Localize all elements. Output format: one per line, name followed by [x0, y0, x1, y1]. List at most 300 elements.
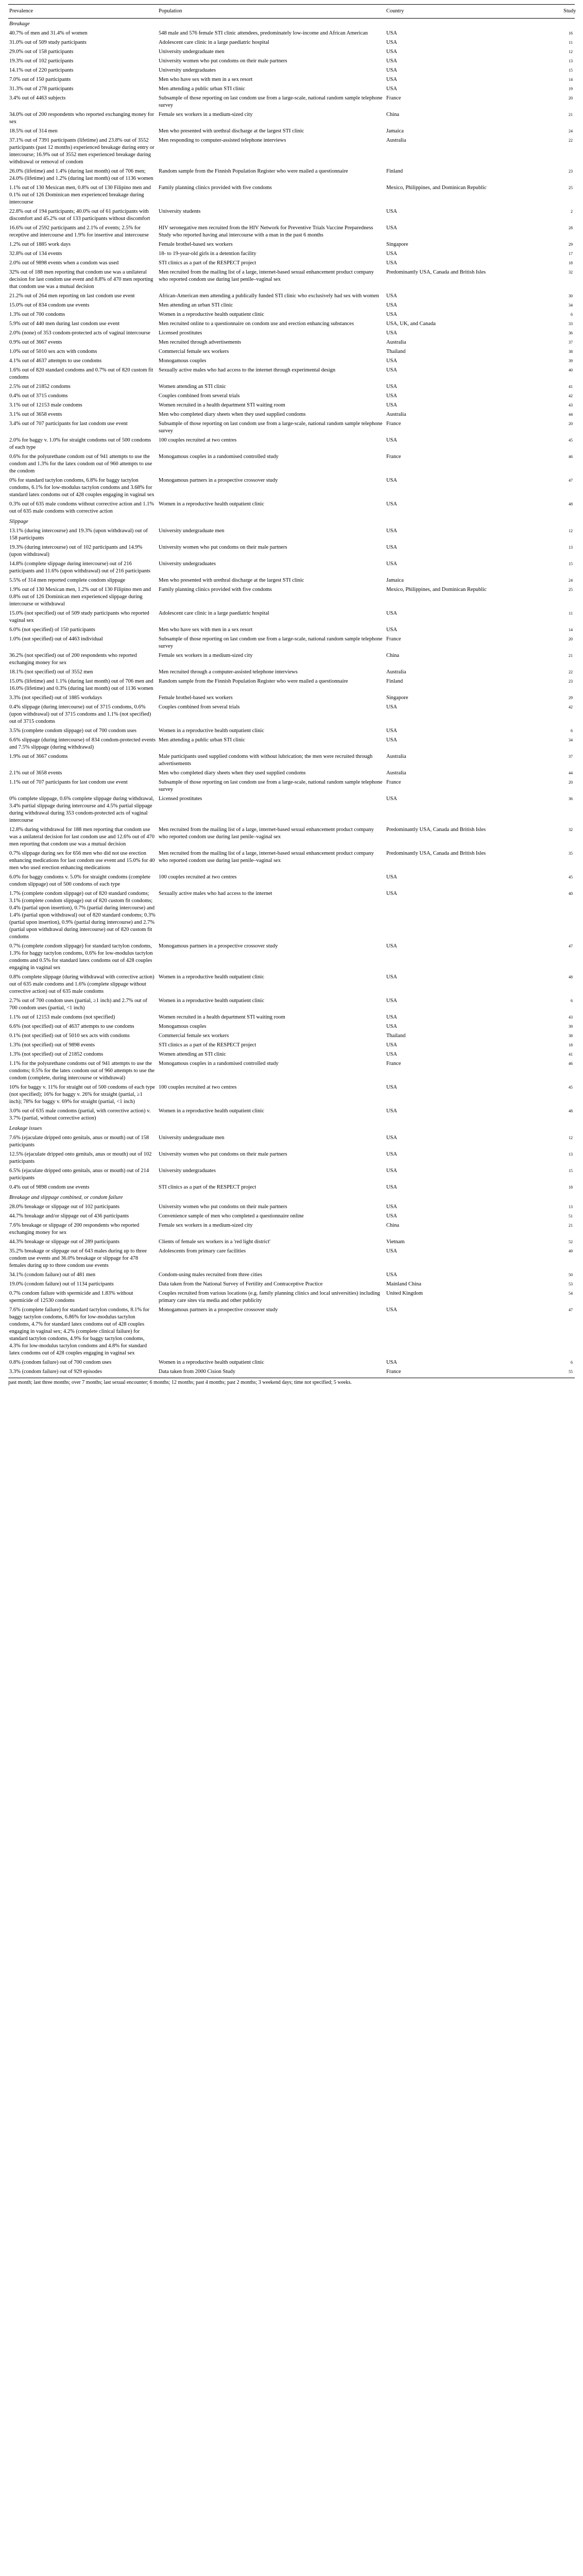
- cell-population: Adolescent care clinic in a large paediatric hospital: [159, 611, 269, 616]
- cell-population: Adolescents from primary care facilities: [159, 1248, 246, 1254]
- cell-population: Female sex workers in a medium-sized city: [159, 653, 253, 658]
- cell-country: USA: [386, 1184, 398, 1190]
- cell-population: Subsample of those reporting on last condom use from a large-scale, national random sample telephone survey: [159, 95, 383, 108]
- cell-study: 42: [569, 705, 573, 709]
- cell-country: Australia: [386, 770, 406, 776]
- cell-country: USA: [386, 77, 398, 82]
- cell-country: USA: [386, 302, 398, 308]
- table-row: [8, 635, 575, 651]
- cell-population: Adolescent care clinic in a large paediatric hospital: [159, 40, 269, 45]
- table-row: [8, 224, 575, 240]
- cell-population: STI clinics as a part of the RESPECT project: [159, 1184, 256, 1190]
- cell-prevalence: 3.3% (not specified) out of 1885 workdays: [9, 695, 102, 701]
- cell-country: USA: [386, 30, 398, 36]
- table-row: [8, 1022, 575, 1031]
- cell-population: University women who put condoms on their male partners: [159, 545, 287, 550]
- cell-country: Australia: [386, 340, 406, 345]
- cell-country: Jamaica: [386, 578, 404, 583]
- cell-prevalence: 6.6% slippage (during intercourse) of 834 condom-protected events and 7.5% slippage (during withdrawal): [9, 737, 156, 750]
- cell-country: USA: [386, 1024, 398, 1029]
- cell-prevalence: 1.1% out of 707 participants for last condom use event: [9, 779, 128, 785]
- cell-country: USA: [386, 1307, 398, 1313]
- cell-country: USA: [386, 312, 398, 317]
- table-row: [8, 268, 575, 292]
- cell-prevalence: 31.0% out of 509 study participants: [9, 40, 87, 45]
- cell-study: 46: [569, 1061, 573, 1066]
- cell-country: China: [386, 1223, 400, 1228]
- cell-prevalence: 0.8% (condom failure) out of 700 condom uses: [9, 1360, 112, 1365]
- cell-prevalence: 15.0% out of 834 condom use events: [9, 302, 90, 308]
- cell-study: 35: [569, 851, 573, 856]
- cell-population: Men recruited through a computer-assisted telephone interviews: [159, 669, 298, 675]
- table-row: [8, 527, 575, 543]
- cell-prevalence: 16.6% out of 2592 participants and 2.1% of events; 2.5% for receptive and intercourse and 1.9% for insertive anal intercourse: [9, 225, 149, 238]
- cell-population: Men recruited from the mailing list of a large, internet-based sexual enhancement product company who reported condom use during last penile–vaginal sex: [159, 851, 374, 863]
- cell-population: Monogamous couples in a randomised controlled study: [159, 1061, 279, 1066]
- table-row: [8, 94, 575, 110]
- table-row: [8, 543, 575, 560]
- cell-prevalence: 1.3% (not specified) out of 9898 events: [9, 1042, 95, 1048]
- page: [0, 4, 583, 2576]
- table-row: [8, 585, 575, 609]
- table-row: [8, 476, 575, 500]
- table-row: [8, 1166, 575, 1183]
- cell-population: Licensed prostitutes: [159, 796, 202, 802]
- cell-study: 6: [571, 728, 573, 733]
- cell-study: 14: [569, 77, 573, 82]
- table-row: [8, 693, 575, 703]
- cell-study: 38: [569, 349, 573, 354]
- table-row: [8, 1059, 575, 1083]
- cell-country: France: [386, 1061, 401, 1066]
- cell-study: 33: [569, 321, 573, 326]
- cell-prevalence: 3.0% out of 635 male condoms (partial, with corrective action) v. 3.7% (partial, without corrective action): [9, 1108, 151, 1121]
- cell-prevalence: 0.1% (not specified) out of 5010 sex acts with condoms: [9, 1033, 130, 1039]
- cell-population: Women attending an STI clinic: [159, 384, 226, 389]
- cell-population: 18- to 19-year-old girls in a detention facility: [159, 251, 256, 257]
- cell-study: 36: [569, 796, 573, 801]
- cell-country: USA: [386, 1151, 398, 1157]
- section-heading: Leakage issues: [9, 1126, 42, 1131]
- cell-population: Subsample of those reporting on last condom use from a large-scale, national random sample telephone survey: [159, 421, 383, 434]
- cell-population: Men who presented with urethral discharge at the largest STI clinic: [159, 128, 304, 134]
- cell-population: University undergraduates: [159, 561, 216, 567]
- cell-population: STI clinics as a part of the RESPECT project: [159, 260, 256, 266]
- table-row: [8, 47, 575, 57]
- cell-study: 23: [569, 679, 573, 684]
- cell-population: Women in a reproductive health outpatient clinic: [159, 501, 265, 507]
- cell-country: USA: [386, 1108, 398, 1114]
- cell-study: 45: [569, 438, 573, 443]
- cell-prevalence: 7.6% (ejaculate dripped onto genitals, anus or mouth) out of 158 participants: [9, 1135, 149, 1148]
- cell-population: 548 male and 576 female STI clinic attendees, predominately low-income and African American: [159, 30, 368, 36]
- cell-country: France: [386, 421, 401, 427]
- cell-study: 24: [569, 129, 573, 133]
- cell-population: University women who put condoms on their male partners: [159, 1151, 287, 1157]
- cell-population: Clients of female sex workers in a 'red light district': [159, 1239, 270, 1245]
- cell-prevalence: 3.4% out of 4463 subjects: [9, 95, 66, 101]
- section-heading-row: [8, 19, 575, 29]
- cell-country: USA: [386, 891, 398, 896]
- cell-country: Finland: [386, 679, 403, 684]
- cell-prevalence: 15.0% (not specified) out of 509 study participants who reported vaginal sex: [9, 611, 149, 623]
- table-row: [8, 347, 575, 357]
- cell-prevalence: 29.0% out of 158 participants: [9, 49, 74, 55]
- cell-population: Men attending a public urban STI clinic: [159, 737, 245, 743]
- cell-study: 17: [569, 251, 573, 256]
- cell-prevalence: 1.2% out of 1885 work days: [9, 242, 71, 247]
- table-row: [8, 401, 575, 410]
- cell-population: Couples recruited from various locations (e.g. family planning clinics and local universities) including primary care sites via media and other publicity: [159, 1291, 380, 1303]
- cell-study: 49: [569, 1249, 573, 1253]
- cell-study: 6: [571, 312, 573, 317]
- cell-population: Commercial female sex workers: [159, 349, 229, 354]
- table-row: [8, 778, 575, 794]
- cell-study: 12: [569, 1136, 573, 1140]
- cell-study: 47: [569, 1308, 573, 1312]
- cell-population: Men who completed diary sheets when they used supplied condoms: [159, 412, 306, 417]
- table-row: [8, 703, 575, 726]
- table-row: [8, 392, 575, 401]
- header-prevalence: Prevalence: [8, 5, 158, 19]
- cell-prevalence: 34.0% out of 200 respondents who reported exchanging money for sex: [9, 112, 155, 125]
- cell-population: University undergraduate men: [159, 1135, 225, 1141]
- cell-prevalence: 2.5% out of 21852 condoms: [9, 384, 71, 389]
- table-row: [8, 576, 575, 585]
- cell-population: Female brothel-based sex workers: [159, 242, 233, 247]
- table-row: [8, 942, 575, 973]
- cell-prevalence: 0% for standard tactylon condoms, 6.8% for baggy tactylon condoms, 6.1% for low-modulus tactylon condoms and 3.68% for standard latex condoms out of 428 couples engaging in vaginal sex: [9, 478, 155, 498]
- table-row: [8, 329, 575, 338]
- cell-prevalence: 0.6% for the polyurethane condom out of 941 attempts to use the condom and 1.3% for the latex condom out of 960 attempts to use the condom: [9, 454, 152, 474]
- cell-study: 47: [569, 944, 573, 948]
- cell-population: Couples combined from several trials: [159, 393, 240, 399]
- cell-study: 25: [569, 185, 573, 190]
- cell-study: 15: [569, 68, 573, 73]
- table-row: [8, 1050, 575, 1059]
- cell-study: 53: [569, 1282, 573, 1286]
- cell-population: University undergraduates: [159, 1168, 216, 1174]
- cell-country: USA: [386, 1052, 398, 1057]
- cell-prevalence: 2.0% (none) of 353 condom-protected acts of vaginal intercourse: [9, 330, 150, 336]
- cell-country: France: [386, 454, 401, 460]
- cell-study: 40: [569, 891, 573, 896]
- cell-study: 44: [569, 412, 573, 417]
- cell-study: 18: [569, 261, 573, 265]
- cell-population: Women in a reproductive health outpatient clinic: [159, 1108, 265, 1114]
- cell-study: 18: [569, 1185, 573, 1190]
- cell-country: Vietnam: [386, 1239, 405, 1245]
- cell-prevalence: 1.3% (not specified) out of 21852 condoms: [9, 1052, 104, 1057]
- cell-population: Men who have sex with men in a sex resort: [159, 627, 253, 633]
- cell-prevalence: 2.0% for baggy v. 1.0% for straight condoms out of 500 condoms of each type: [9, 437, 151, 450]
- cell-prevalence: 44.3% breakage or slippage out of 289 participants: [9, 1239, 120, 1245]
- cell-population: Sexually active males who had access to the internet through experimental design: [159, 367, 336, 373]
- cell-population: Monogamous partners in a prospective crossover study: [159, 943, 278, 949]
- cell-prevalence: 19.0% (condom failure) out of 1134 participants: [9, 1281, 114, 1287]
- cell-population: Women attending an STI clinic: [159, 1052, 226, 1057]
- table-row: [8, 794, 575, 825]
- table-row: [8, 973, 575, 996]
- cell-country: Mainland China: [386, 1281, 421, 1287]
- cell-country: USA: [386, 225, 398, 231]
- table-row: [8, 1150, 575, 1166]
- cell-prevalence: 0.9% out of 3667 events: [9, 340, 62, 345]
- cell-population: Women recruited in a health department STI waiting room: [159, 402, 285, 408]
- cell-prevalence: 37.1% out of 7391 participants (lifetime) and 23.8% out of 3552 participants (past 12 months) experienced breakage during entry or intercourse; 16.9% out of 3552 men experienced breakage during withdrawal or removal of condom: [9, 138, 155, 165]
- cell-country: Predominantly USA, Canada and British Isles: [386, 827, 486, 833]
- cell-country: USA: [386, 209, 398, 214]
- table-row: [8, 292, 575, 301]
- table-row: [8, 1358, 575, 1367]
- cell-population: Family planning clinics provided with five condoms: [159, 185, 272, 191]
- cell-population: Men recruited from the mailing list of a large, internet-based sexual enhancement product company who reported condom use during last penile–vaginal sex: [159, 269, 374, 282]
- cell-study: 21: [569, 112, 573, 117]
- cell-prevalence: 5.9% out of 440 men during last condom use event: [9, 321, 120, 327]
- cell-population: Men attending a public urban STI clinic: [159, 86, 245, 92]
- cell-country: USA: [386, 728, 398, 734]
- cell-prevalence: 12.8% during withdrawal for 188 men reporting that condom use was a unilateral decision for last condom use and 12.6% out of 470 men reporting that condom use was a mutual decision: [9, 827, 155, 847]
- cell-study: 54: [569, 1291, 573, 1296]
- cell-study: 11: [569, 40, 573, 45]
- cell-study: 23: [569, 169, 573, 174]
- section-heading-row: [8, 1192, 575, 1202]
- cell-country: USA: [386, 330, 398, 336]
- cell-country: USA: [386, 384, 398, 389]
- cell-prevalence: 0% complete slippage, 0.6% complete slippage during withdrawal, 3.4% partial slippage during intercourse and 4.5% partial slippage during withdrawal during 353 condom-protected acts of vaginal intercourse: [9, 796, 155, 823]
- cell-study: 46: [569, 454, 573, 459]
- table-row: [8, 1289, 575, 1306]
- cell-prevalence: 1.7% (complete condom slippage) out of 820 standard condoms; 3.1% (complete condom slippage) out of 820 custom fit condoms; 0.4% (partial upon insertion), 0.7% (partial during intercourse) and 1.4% (partial upon withdrawal) out of 820 standard condoms; 0.3% (partial upon insertion), 0.9% (partial during intercourse) and 2.7% (partial upon withdrawal during intercourse) out of 820 custom fit condoms: [9, 891, 156, 940]
- cell-prevalence: 32% out of 188 men reporting that condom use was a unilateral decision for last condom use event and 8.8% of 470 men reporting that condom use was a mutual decision: [9, 269, 153, 290]
- cell-population: University undergraduates: [159, 67, 216, 73]
- cell-prevalence: 14.1% out of 220 participants: [9, 67, 74, 73]
- cell-prevalence: 0.7% (complete condom slippage) for standard tactylon condoms, 1.3% for baggy tactylon condoms, 0.6% for low-modulus tactylon condoms and 0.5% for standard latex condoms out of 428 couples engaging in vaginal sex: [9, 943, 153, 971]
- cell-prevalence: 18.5% out of 314 men: [9, 128, 58, 134]
- cell-study: 32: [569, 270, 573, 275]
- cell-prevalence: 1.6% out of 820 standard condoms and 0.7% out of 820 custom fit condoms: [9, 367, 153, 380]
- cell-prevalence: 1.9% out of 3667 condoms: [9, 754, 68, 759]
- cell-population: Female sex workers in a medium-sized city: [159, 112, 253, 117]
- cell-country: China: [386, 653, 400, 658]
- section-heading-row: [8, 516, 575, 527]
- cell-population: Men who have sex with men in a sex resort: [159, 77, 253, 82]
- table-row: [8, 1280, 575, 1289]
- table-row: [8, 136, 575, 167]
- cell-population: University undergraduate men: [159, 528, 225, 534]
- table-body: [8, 19, 575, 1377]
- cell-study: 40: [569, 368, 573, 372]
- cell-prevalence: 3.3% (condom failure) out of 929 episodes: [9, 1369, 102, 1375]
- cell-country: Mexico, Philippines, and Dominican Republic: [386, 587, 487, 592]
- cell-country: USA: [386, 737, 398, 743]
- cell-population: Monogamous couples: [159, 358, 207, 364]
- header-population: Population: [158, 5, 385, 19]
- cell-study: 30: [569, 294, 573, 298]
- cell-country: USA: [386, 627, 398, 633]
- table-row: [8, 625, 575, 635]
- cell-country: France: [386, 779, 401, 785]
- cell-study: 37: [569, 754, 573, 759]
- cell-country: USA: [386, 998, 398, 1004]
- cell-study: 22: [569, 138, 573, 143]
- table-row: [8, 609, 575, 625]
- table-row: [8, 1183, 575, 1192]
- cell-population: Monogamous partners in a prospective crossover study: [159, 1307, 278, 1313]
- table-row: [8, 889, 575, 942]
- cell-prevalence: 1.0% (not specified) out of 4463 individual: [9, 636, 103, 642]
- cell-study: 6: [571, 1360, 573, 1365]
- cell-prevalence: 1.0% out of 5010 sex acts with condoms: [9, 349, 97, 354]
- cell-study: 14: [569, 628, 573, 632]
- table-footnote: past month; last three months; over 7 months; last sexual encounter; 6 months; 12 months; past 4 months; past 2 months; 3 weekend days; time not specified; 5 weeks.: [8, 1378, 575, 1385]
- cell-country: France: [386, 1369, 401, 1375]
- table-row: [8, 500, 575, 516]
- table-row: [8, 726, 575, 736]
- table-row: [8, 1133, 575, 1150]
- table-row: [8, 736, 575, 752]
- cell-population: Men who completed diary sheets when they used supplied condoms: [159, 770, 306, 776]
- table-row: [8, 66, 575, 75]
- table-row: [8, 1107, 575, 1123]
- cell-country: USA: [386, 437, 398, 443]
- cell-population: University students: [159, 209, 201, 214]
- cell-study: 38: [569, 1033, 573, 1038]
- cell-country: USA: [386, 796, 398, 802]
- cell-study: 20: [569, 637, 573, 641]
- cell-prevalence: 0.7% condom failure with spermicide and 1.83% without spermicide of 12530 condoms: [9, 1291, 133, 1303]
- cell-prevalence: 19.3% out of 102 participants: [9, 58, 74, 64]
- cell-prevalence: 15.0% (lifetime) and 1.1% (during last month) out of 706 men and 16.0% (lifetime) and 0.3% (during last month) out of 1136 women: [9, 679, 153, 691]
- cell-prevalence: 0.4% out of 3715 condoms: [9, 393, 68, 399]
- cell-prevalence: 44.7% breakage and/or slippage out of 436 participants: [9, 1213, 129, 1219]
- cell-country: USA: [386, 1204, 398, 1210]
- cell-study: 45: [569, 875, 573, 879]
- cell-prevalence: 1.1% for the polyurethane condoms out of 941 attempts to use the condoms; 0.5% for the latex condom out of 960 attempts to use the condom (complete, during intercourse or withdrawal): [9, 1061, 155, 1081]
- table-row: [8, 1270, 575, 1280]
- cell-country: USA: [386, 943, 398, 949]
- cell-population: Male participants used supplied condoms with without lubrication; the men were recruited through advertisements: [159, 754, 373, 767]
- cell-prevalence: 0.8% complete slippage (during withdrawal with corrective action) out of 635 male condoms and 1.6% (complete slippage without corrective action) out of 635 male condoms: [9, 974, 155, 994]
- cell-country: Jamaica: [386, 128, 404, 134]
- table-row: [8, 1221, 575, 1238]
- cell-study: 51: [569, 1214, 573, 1218]
- cell-study: 15: [569, 1168, 573, 1173]
- cell-prevalence: 18.1% (not specified) out of 3552 men: [9, 669, 93, 675]
- table-row: [8, 677, 575, 693]
- cell-population: HIV seronegative men recruited from the HIV Network for Preventive Trials Vaccine Preparedness Study who reported having anal intercourse with a man in the past 6 months: [159, 225, 373, 238]
- table-row: [8, 419, 575, 436]
- cell-population: Family planning clinics provided with five condoms: [159, 587, 272, 592]
- cell-prevalence: 0.7% slippage during sex for 656 men who did not use erection enhancing medications for last condom use event and 15.0% for 40 men who used erection enhancing medications: [9, 851, 155, 871]
- cell-country: USA: [386, 561, 398, 567]
- cell-prevalence: 4.1% out of 4637 attempts to use condoms: [9, 358, 102, 364]
- cell-country: USA: [386, 58, 398, 64]
- cell-country: France: [386, 95, 401, 101]
- cell-study: 13: [569, 1205, 573, 1209]
- cell-prevalence: 5.5% of 314 men reported complete condom slippage: [9, 578, 126, 583]
- cell-study: 20: [569, 780, 573, 785]
- cell-study: 43: [569, 1015, 573, 1020]
- cell-country: USA: [386, 1042, 398, 1048]
- table-row: [8, 668, 575, 677]
- cell-country: Thailand: [386, 1033, 406, 1039]
- table-row: [8, 560, 575, 576]
- cell-population: Couples combined from several trials: [159, 704, 240, 710]
- table-row: [8, 1247, 575, 1270]
- cell-study: 6: [571, 998, 573, 1003]
- cell-prevalence: 35.2% breakage or slippage out of 643 males during up to three condom use events and 36.0% breakage or slippage for 478 females during up to three condom use events: [9, 1248, 147, 1268]
- cell-country: Singapore: [386, 695, 408, 701]
- cell-population: 100 couples recruited at two centres: [159, 1084, 237, 1090]
- cell-population: Condom-using males recruited from three cities: [159, 1272, 262, 1278]
- header-country: Country: [385, 5, 562, 19]
- cell-population: Random sample from the Finnish Population Register who were mailed a questionnaire: [159, 679, 348, 684]
- cell-study: 11: [569, 611, 573, 616]
- cell-country: USA: [386, 367, 398, 373]
- table-row: [8, 319, 575, 329]
- cell-prevalence: 7.6% breakage or slippage of 200 respondents who reported exchanging money for sex: [9, 1223, 140, 1235]
- cell-study: 20: [569, 96, 573, 100]
- cell-study: 45: [569, 1085, 573, 1090]
- cell-country: USA: [386, 545, 398, 550]
- cell-country: USA: [386, 1248, 398, 1254]
- cell-prevalence: 6.0% (not specified) of 150 participants: [9, 627, 95, 633]
- cell-prevalence: 36.2% (not specified) out of 200 respondents who reported exchanging money for sex: [9, 653, 137, 666]
- cell-population: Men recruited online to a questionnaire on condom use and erection enhancing substances: [159, 321, 354, 327]
- table-row: [8, 452, 575, 476]
- cell-study: 44: [569, 771, 573, 775]
- cell-prevalence: 26.0% (lifetime) and 1.4% (during last month) out of 706 men; 24.0% (lifetime) and 1.2% (during last month) out of 1136 women: [9, 168, 153, 181]
- cell-prevalence: 3.1% out of 12153 male condoms: [9, 402, 82, 408]
- cell-country: Australia: [386, 754, 406, 759]
- cell-prevalence: 31.3% out of 278 participants: [9, 86, 74, 92]
- cell-country: USA, UK, and Canada: [386, 321, 436, 327]
- cell-country: USA: [386, 874, 398, 880]
- cell-population: Monogamous couples: [159, 1024, 207, 1029]
- cell-population: Women in a reproductive health outpatient clinic: [159, 998, 265, 1004]
- table-row: [8, 410, 575, 419]
- table-row: [8, 1306, 575, 1358]
- cell-prevalence: 2.7% out of 700 condom uses (partial, ≥1 inch) and 2.7% out of 700 condom uses (partial, <1 inch): [9, 998, 147, 1011]
- cell-country: USA: [386, 86, 398, 92]
- cell-study: 36: [569, 331, 573, 335]
- cell-country: Thailand: [386, 349, 406, 354]
- cell-population: Men recruited through advertisements: [159, 340, 242, 345]
- cell-study: 47: [569, 478, 573, 483]
- table-row: [8, 240, 575, 249]
- table-row: [8, 338, 575, 347]
- cell-country: USA: [386, 974, 398, 980]
- cell-country: USA: [386, 358, 398, 364]
- cell-study: 41: [569, 1052, 573, 1057]
- cell-country: Australia: [386, 138, 406, 143]
- cell-country: USA: [386, 1213, 398, 1219]
- cell-prevalence: 3.4% out of 707 participants for last condom use event: [9, 421, 128, 427]
- section-heading-row: [8, 1123, 575, 1133]
- cell-population: Female brothel-based sex workers: [159, 695, 233, 701]
- table-row: [8, 769, 575, 778]
- cell-country: USA: [386, 402, 398, 408]
- cell-population: University women who put condoms on their male partners: [159, 1204, 287, 1210]
- cell-country: USA: [386, 260, 398, 266]
- prevalence-table: [8, 4, 575, 1377]
- header-study: Study: [562, 5, 575, 19]
- table-row: [8, 1013, 575, 1022]
- cell-prevalence: 1.3% out of 700 condoms: [9, 312, 65, 317]
- cell-prevalence: 7.0% out of 150 participants: [9, 77, 71, 82]
- cell-prevalence: 0.3% out of 635 male condoms without corrective action and 1.1% out of 635 male condoms with corrective action: [9, 501, 155, 514]
